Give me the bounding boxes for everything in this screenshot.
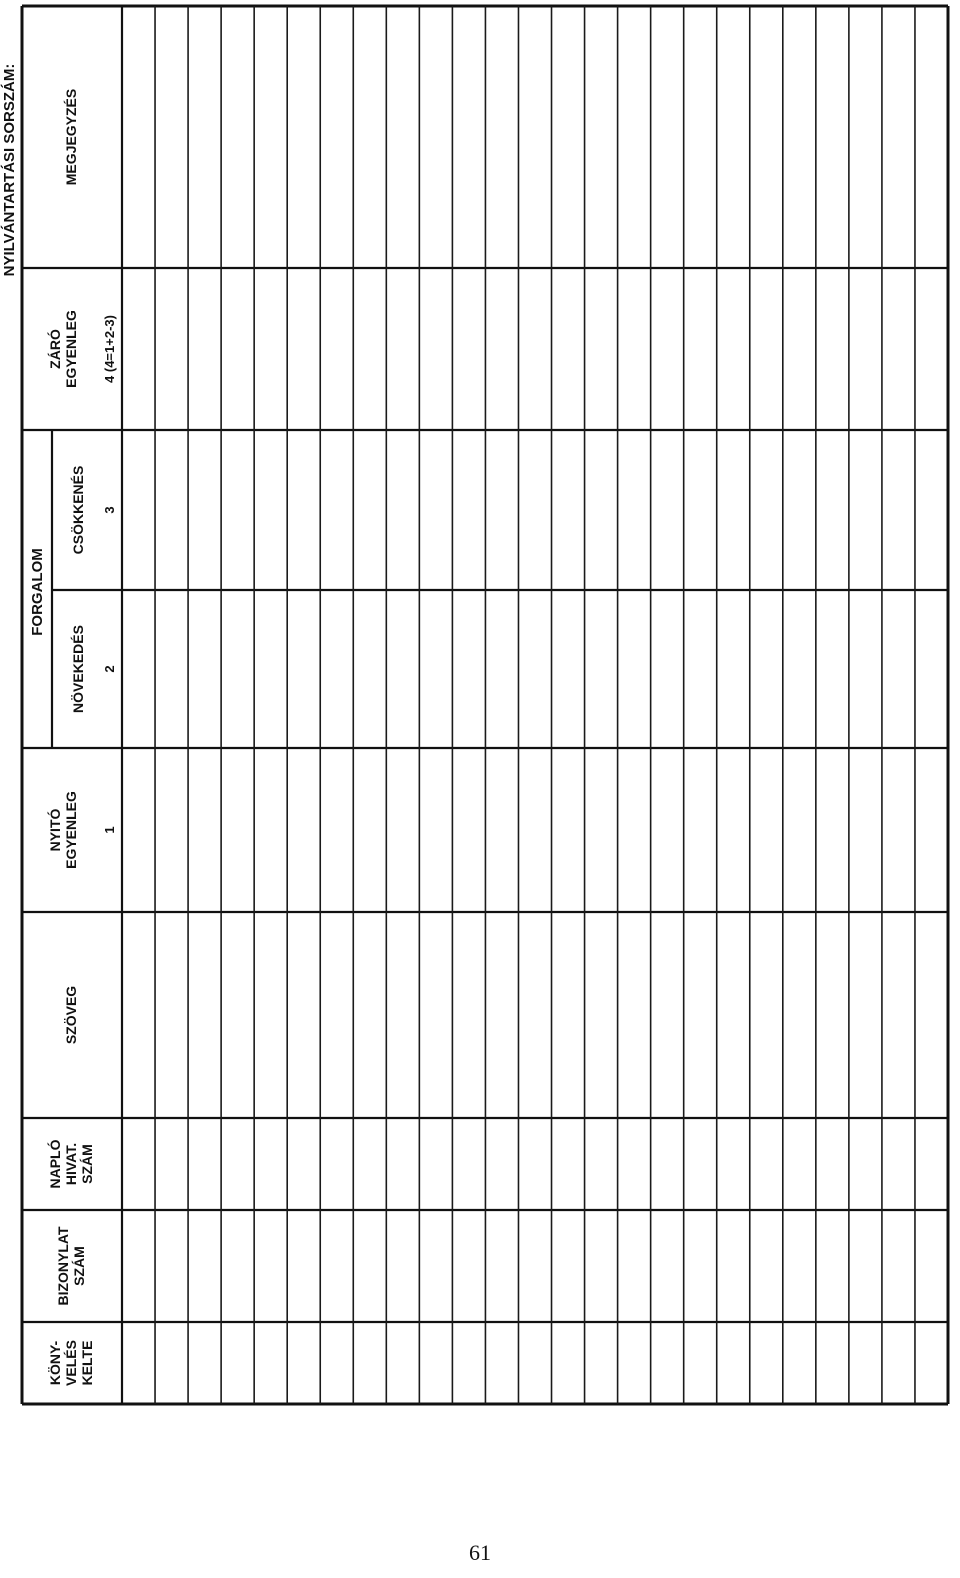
entry-row-rules <box>155 6 915 1404</box>
column-header-naplo: HIVAT. <box>63 1142 79 1186</box>
column-header-novekedes: NÖVEKEDÉS <box>70 625 86 713</box>
column-header-nyito: NYITÓ <box>47 808 63 852</box>
column-header-konyveles: KÖNY- <box>47 1340 63 1386</box>
column-header-nyito: EGYENLEG <box>63 791 79 869</box>
column-headers <box>1 64 117 1386</box>
column-header-megjegyzes: MEGJEGYZÉS <box>63 88 79 186</box>
column-header-bizonylat: SZÁM <box>71 1246 87 1286</box>
page-number: 61 <box>469 1540 491 1565</box>
column-header-bizonylat: BIZONYLAT <box>55 1226 71 1306</box>
form-title: NYILVÁNTARTÁSI SORSZÁM: <box>1 63 18 277</box>
column-number-zaro: 4 (4=1+2-3) <box>102 315 117 383</box>
column-number-csokkenes: 3 <box>102 506 117 514</box>
column-header-zaro: ZÁRÓ <box>47 329 63 369</box>
column-header-konyveles: KELTE <box>79 1340 95 1386</box>
column-header-zaro: EGYENLEG <box>63 310 79 388</box>
column-number-nyito: 1 <box>102 826 117 834</box>
column-number-novekedes: 2 <box>102 665 117 673</box>
column-header-naplo: NAPLÓ <box>47 1139 63 1189</box>
column-header-konyveles: VELÉS <box>63 1340 79 1386</box>
column-header-szoveg: SZÖVEG <box>63 985 79 1045</box>
column-header-naplo: SZÁM <box>79 1144 95 1184</box>
group-header-forgalom: FORGALOM <box>29 548 46 636</box>
column-header-csokkenes: CSÖKKENÉS <box>70 465 86 555</box>
